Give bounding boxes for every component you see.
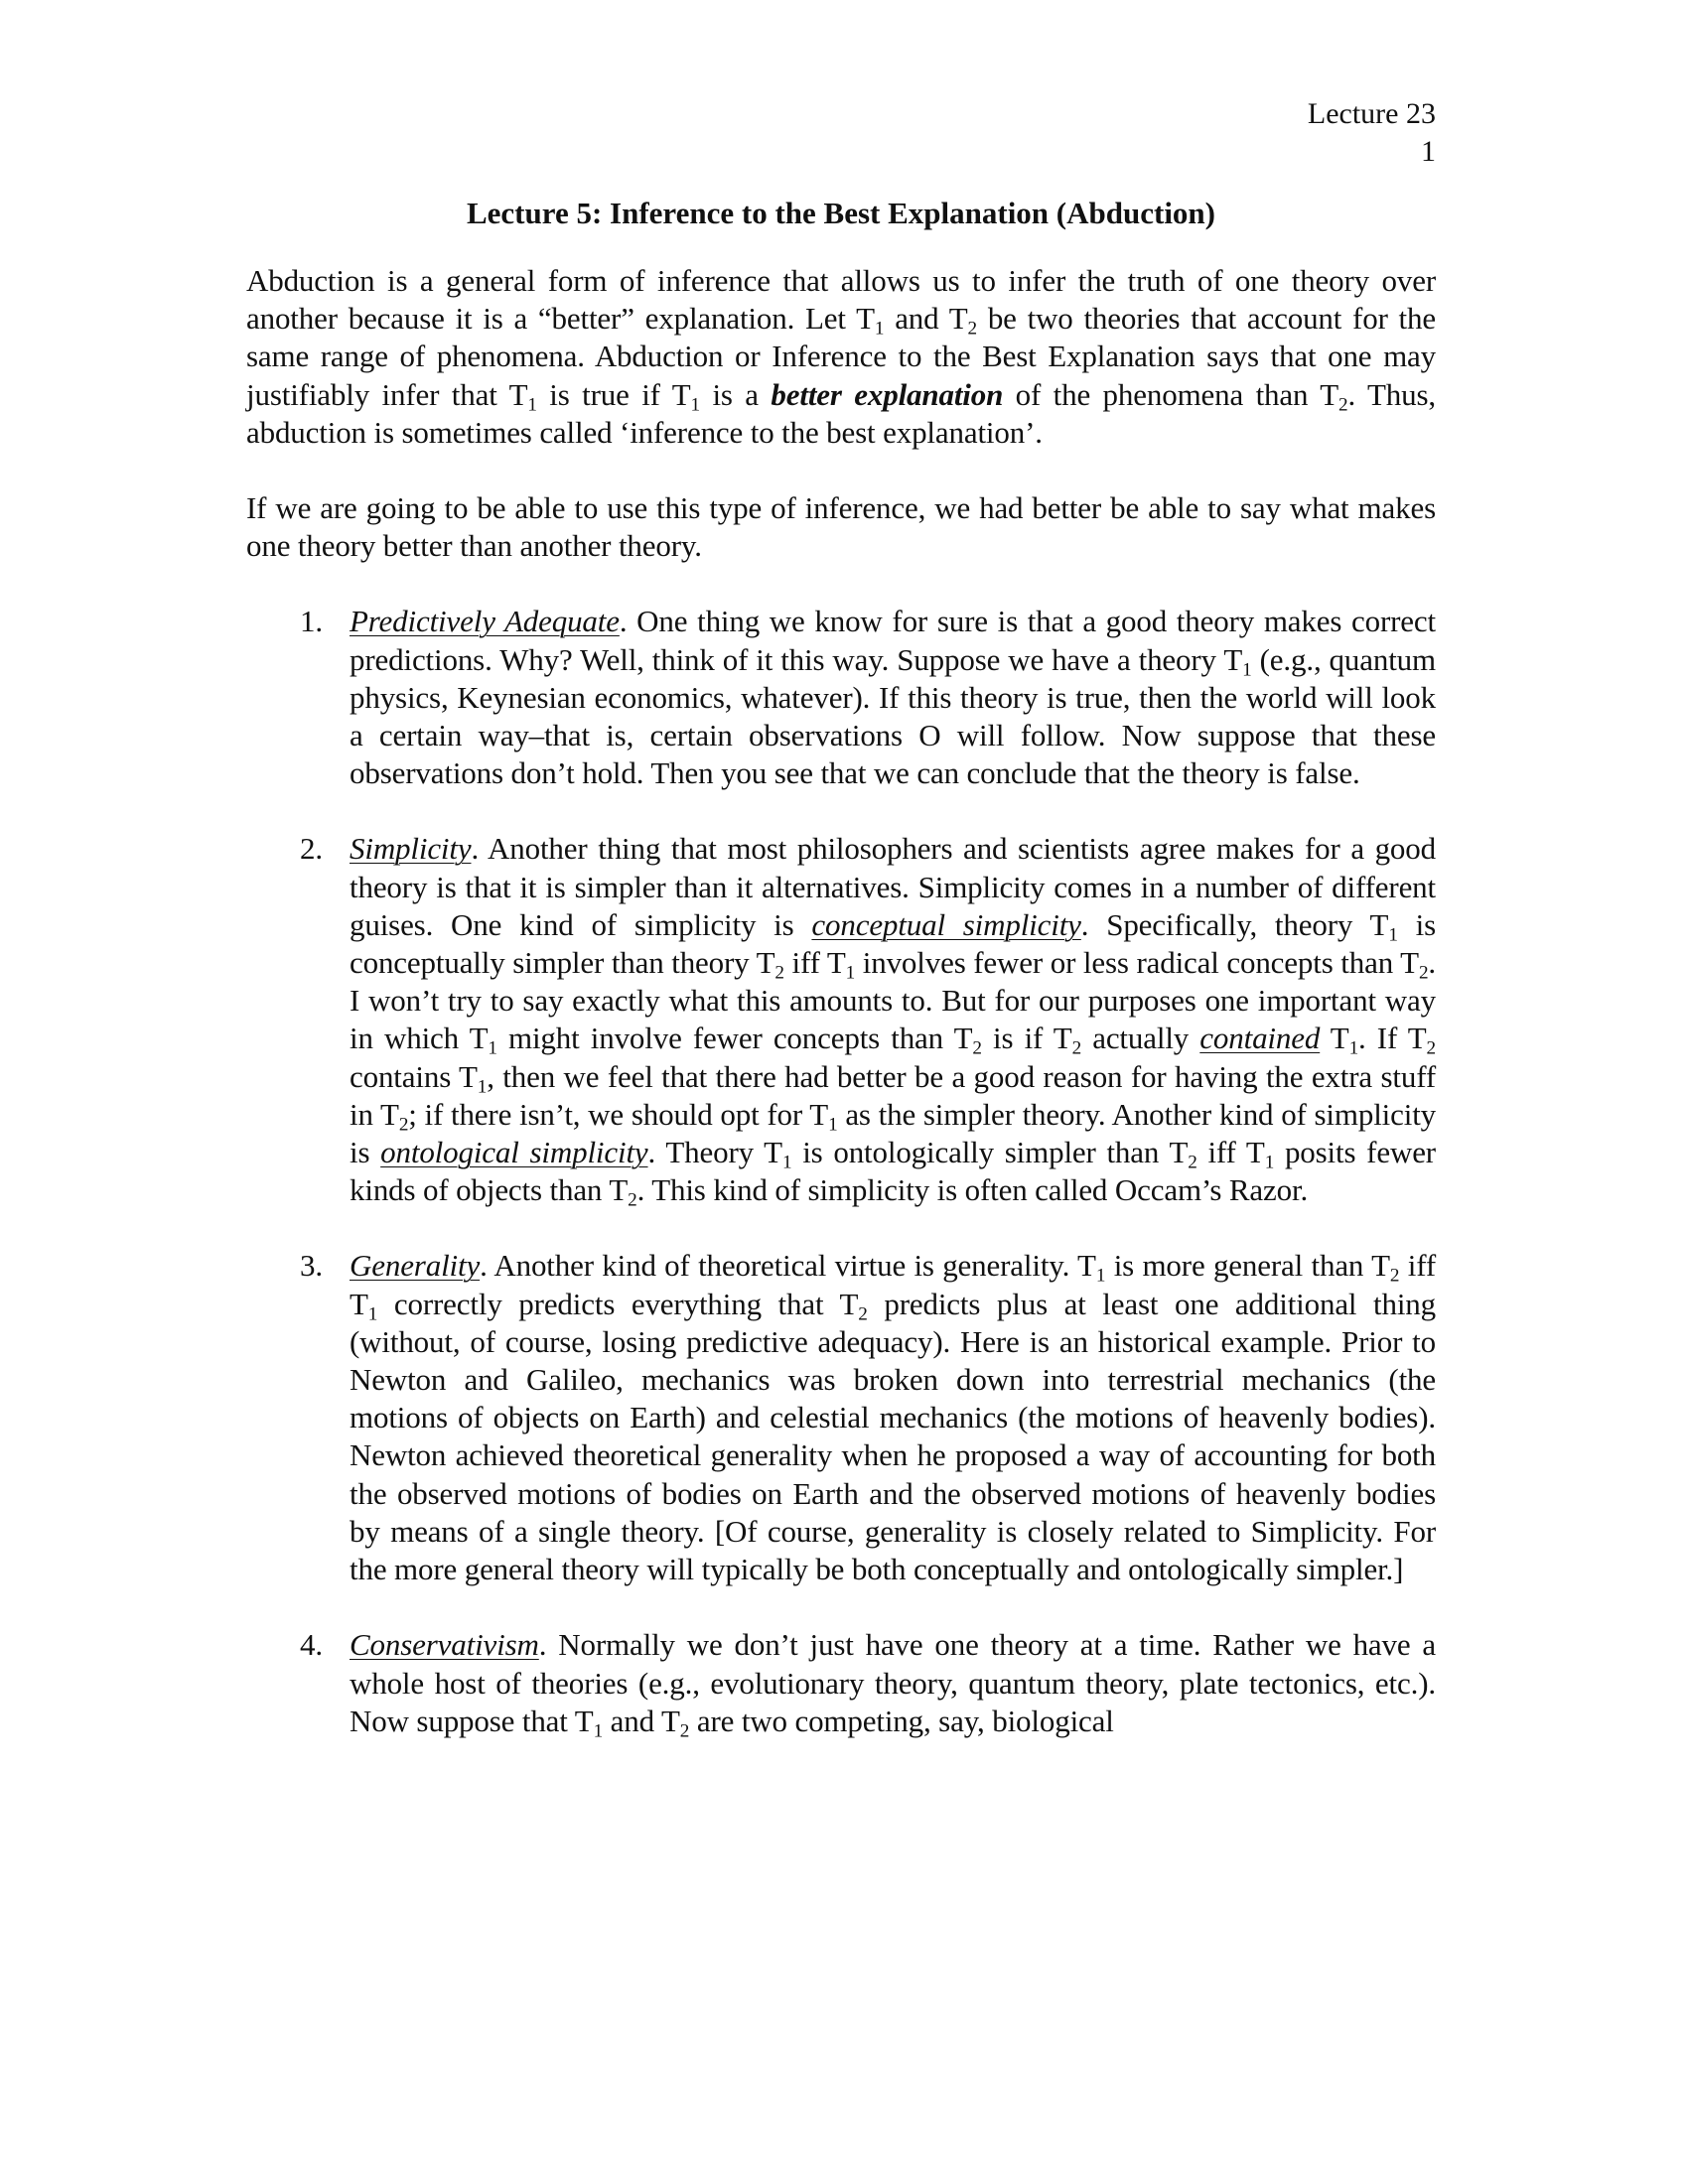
theoretical-virtues-list (246, 603, 1437, 1742)
document-page (246, 95, 1436, 1778)
list-item-simplicity: 2. Simplicity. Another thing that most philosophers and scientists agree makes for a good theory is that it is simpler than it alternatives. Simplicity comes in a number of different guises. One kind of simplicity is conceptual simplicity. Specifically, theory $T_1$ is conceptually simpler than theory $T_2$ iff $T_1$ involves fewer or less radical concepts than $T_2$. I won’t try to say exactly what this amounts to. But for our purposes one important way in which $T_1$ might involve fewer concepts than $T_2$ is if $T_2$ actually contained $T_1$. If $T_2$ contains $T_1$, then we feel that there had better be a good reason for having the extra stuff in $T_2$; if there isn’t, we should opt for $T_1$ as the simpler theory. Another kind of simplicity is ontological simplicity. Theory $T_1$ is ontologically simpler than $T_2$ iff $T_1$ posits fewer kinds of objects than $T_2$. This kind of simplicity is often called Occam’s Razor. (300, 831, 1437, 1211)
term-contained: contained (1199, 1021, 1321, 1056)
list-item-generality: 3. Generality. Another kind of theoretical virtue is generality. $T_1$ is more general than $T_2$ iff $T_1$ correctly predicts everything that $T_2$ predicts plus at least one additional thing (without, of course, losing predictive adequacy). Here is an historical example. Prior to Newton and Galileo, mechanics was broken down into terrestrial mechanics (the motions of objects on Earth) and celestial mechanics (the motions of heavenly bodies). Newton achieved theoretical generality when he proposed a way of accounting for both the observed motions of bodies on Earth and the observed motions of heavenly bodies by means of a single theory. [Of course, generality is closely related to Simplicity. For the more general theory will typically be both conceptually and ontologically simpler.] (300, 1248, 1436, 1587)
list-number: 2. (300, 831, 323, 867)
list-item-predictive-adequacy: 1. Predictively Adequate. One thing we know for sure is that a good theory makes correct predictions. Why? Well, think of it this way. Suppose we have a theory $T_1$ (e.g., quantum physics, Keynesian economics, whatever). If this theory is true, then the world will look a certain way–that is, certain observations O will follow. Now suppose that these observations don’t hold. Then you see that we can conclude that the theory is false. (300, 604, 1436, 791)
term-ontological-simplicity: ontological simplicity (380, 1135, 648, 1170)
term-conservativism: Conservativism (350, 1627, 539, 1663)
list-item-conservativism: 4. Conservativism. Normally we don’t just have one theory at a time. Rather we have a whole host of theories (e.g., evolutionary theory, quantum theory, plate tectonics, etc.). Now suppose that $T_1$ and $T_2$ are two competing, say, biological (300, 1627, 1436, 1742)
header-lecture-label: Lecture 23 (1307, 97, 1436, 130)
list-number: 4. (300, 1627, 323, 1663)
term-generality: Generality (350, 1248, 481, 1284)
second-paragraph: If we are going to be able to use this type of inference, we had better be able to say what makes one theory better than another theory. (246, 490, 1436, 564)
lecture-title: Lecture 5: Inference to the Best Explanation (Abduction) (466, 196, 1215, 230)
list-number: 1. (300, 604, 323, 639)
term-simplicity: Simplicity (350, 831, 472, 867)
term-conceptual-simplicity: conceptual simplicity (811, 906, 1081, 942)
list-number: 3. (300, 1248, 323, 1284)
term-predictively-adequate: Predictively Adequate (350, 604, 620, 639)
emphasis-better-explanation: better explanation (771, 376, 1004, 412)
page-header (246, 95, 1436, 171)
intro-paragraph: Abduction is a general form of inference that allows us to infer the truth of one theory over another because it is a “better” explanation. Let $T_1$ and $T_2$ be two theories that account for the same range of phenomena. Abduction or Inference to the Best Explanation says that one may justifiably infer that $T_1$ is true if $T_1$ is a better explanation of the phenomena than $T_2$. Thus, abduction is sometimes called ‘inference to the best explanation’. (246, 263, 1437, 450)
page-number: 1 (1421, 135, 1436, 168)
